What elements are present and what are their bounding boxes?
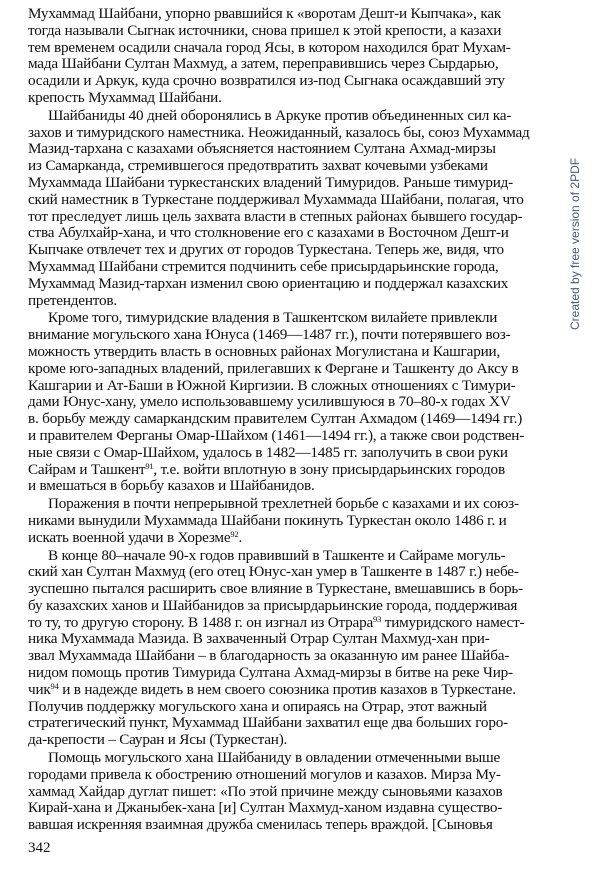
footnote-ref: 91 bbox=[145, 460, 154, 471]
text-line: зуспешно пытался расширить свое влияние в Туркестане, вмешавшись в борь- bbox=[28, 580, 523, 598]
text-segment: искать военной удачи в Хорезме bbox=[28, 528, 231, 546]
text-line: Кирай-хана и Джаныбек-хана [и] Султан Махмуд-ханом издавна существо- bbox=[28, 799, 503, 817]
text-line: ника Мухаммада Мазида. В захваченный Отрар Султан Махмуд-хан при- bbox=[28, 630, 490, 648]
text-line: Мухаммад Шайбани, упорно рвавшийся к «воротам Дешт-и Кыпчака», как bbox=[28, 5, 502, 22]
text-line bbox=[28, 682, 554, 699]
text-line: тем временем осадили сначала город Ясы, в котором находился брат Мухам- bbox=[28, 38, 511, 56]
footnote-ref: 92 bbox=[230, 528, 239, 539]
text-line: Мухаммада Шайбани туркестанских владений Тимуридов. Раньше тимурид- bbox=[28, 174, 514, 191]
text-segment: и в надежде видеть в нем своего союзника против казахов в Туркестане. bbox=[58, 680, 516, 698]
text-line bbox=[28, 530, 554, 547]
text-line: Кашгарии и Ат-Баши в Южной Киргизии. В сложных отношениях с Тимури- bbox=[28, 376, 516, 394]
text-line: и правителем Ферганы Омар-Шайхом (1461—1494 гг.), а также свои родствен- bbox=[28, 426, 525, 444]
text-line: Шайбаниды 40 дней оборонялись в Аркуке против объединенных сил ка- bbox=[48, 106, 512, 124]
text-line: в. борьбу между самаркандским правителем Султан Ахмадом (1469—1494 гг.) bbox=[28, 410, 523, 428]
text-line: Мухаммад Шайбани стремится подчинить себе присырдарьинские города, bbox=[28, 257, 499, 275]
text-segment: . bbox=[238, 528, 243, 546]
text-line: Кыпчаке отвлечет тех и других от городов Туркестана. Теперь же, видя, что bbox=[28, 241, 504, 259]
text-line: городами привела к обострению отношений могулов и казахов. Мирза Му- bbox=[28, 765, 501, 783]
text-line: Получив поддержку могульского хана и опираясь на Отрар, этот важный bbox=[28, 697, 487, 715]
text-line: крепость Мухаммад Шайбани. bbox=[28, 89, 222, 106]
text-line: ные связи с Омар-Шайхом, удалось в 1482—1485 гг. заполучить в свои руки bbox=[28, 443, 508, 461]
text-line: тот преследует лишь цель захвата власти в степных районах бывшего государ- bbox=[28, 207, 523, 225]
text-line: вавшая искренняя взаимная дружба сменилась теперь враждой. [Сыновья bbox=[28, 816, 493, 834]
text-segment: Сайрам и Ташкент bbox=[28, 460, 146, 478]
page-number: 342 bbox=[28, 840, 51, 856]
text-line: кроме юго-западных владений, прилегавших к Фергане и Ташкенту до Аксу в bbox=[28, 359, 519, 377]
text-line bbox=[28, 462, 554, 479]
watermark-text: Created by free version of 2PDF bbox=[568, 157, 582, 330]
text-line: мада Шайбани Султан Махмуд, а затем, переправившись через Сырдарью, bbox=[28, 55, 499, 73]
text-line: можность утвердить власть в основных районах Могулистана и Кашгарии, bbox=[28, 342, 501, 360]
text-line: звал Мухаммада Шайбани – в благодарность за оказанную им ранее Шайба- bbox=[28, 647, 510, 665]
text-segment: чик bbox=[28, 680, 51, 698]
text-line: В конце 80–начале 90-х годов правивший в Ташкенте и Сайраме могуль- bbox=[48, 546, 506, 564]
text-line: из Самарканда, стремившегося предотвратить захват кочевыми узбеками bbox=[28, 157, 488, 175]
footnote-ref: 94 bbox=[50, 680, 59, 691]
text-line: да-крепости – Сауран и Ясы (Туркестан). bbox=[28, 731, 288, 749]
text-segment: тимуридского намест- bbox=[381, 613, 525, 631]
text-line: Поражения в почти непрерывной трехлетней борьбе с казахами и их союз- bbox=[48, 495, 519, 513]
text-line: стратегический пункт, Мухаммад Шайбани захватил еще два больших горо- bbox=[28, 714, 508, 732]
text-line: Кроме того, тимуридские владения в Ташкентском вилайете привлекли bbox=[48, 309, 498, 327]
text-line bbox=[28, 615, 554, 632]
text-line: и вмешаться в борьбу казахов и Шайбанидов. bbox=[28, 477, 315, 495]
text-line: бу казахских ханов и Шайбанидов за присырдарьинские города, поддерживая bbox=[28, 596, 518, 614]
text-line: тогда называли Сыгнак источники, снова пришел к этой крепости, а казахи bbox=[28, 21, 502, 39]
text-line: внимание могульского хана Юнуса (1469—1487 гг.), почти потерявшего воз- bbox=[28, 326, 511, 344]
text-line: захов и тимуридского наместника. Неожиданный, казалось бы, союз Мухаммад bbox=[28, 123, 530, 141]
text-line: осадили и Аркук, куда срочно возвратился из-под Сыгнака осаждавший эту bbox=[28, 72, 505, 90]
text-line: никами вынудили Мухаммада Шайбани покинуть Туркестан около 1486 г. и bbox=[28, 511, 507, 529]
footnote-ref: 93 bbox=[373, 613, 382, 624]
text-segment: то ту, то другую сторону. В 1488 г. он изгнал из Отрара bbox=[28, 613, 374, 631]
text-line: ский наместник в Туркестане поддерживал Мухаммада Шайбани, полагая, что bbox=[28, 190, 524, 208]
text-line: дами Юнус-хану, умело использовавшему усилившуюся в 70–80-х годах XV bbox=[28, 393, 511, 411]
text-line: ства Абулхайр-хана, и что столкновение его с казахами в Восточном Дешт-и bbox=[28, 224, 509, 242]
text-line: претендентов. bbox=[28, 291, 117, 309]
text-segment: , т.е. войти вплотную в зону присырдарьинских городов bbox=[153, 460, 505, 478]
text-line: Мазид-тархана с казахами объясняется настоянием Султана Ахмад-мирзы bbox=[28, 140, 496, 158]
text-line: Мухаммад Мазид-тархан изменил свою ориентацию и поддержал казахских bbox=[28, 274, 509, 292]
text-line: нидом помощь против Тимурида Султана Ахмад-мирзы в битве на реке Чир- bbox=[28, 664, 513, 681]
text-line: хаммад Хайдар дуглат пишет: «По этой причине между сыновьями казахов bbox=[28, 782, 503, 800]
text-line: ский хан Султан Махмуд (его отец Юнус-хан умер в Ташкенте в 1487 г.) небе- bbox=[28, 563, 519, 581]
text-line: Помощь могульского хана Шайбаниду в овладении отмеченными выше bbox=[48, 749, 501, 766]
